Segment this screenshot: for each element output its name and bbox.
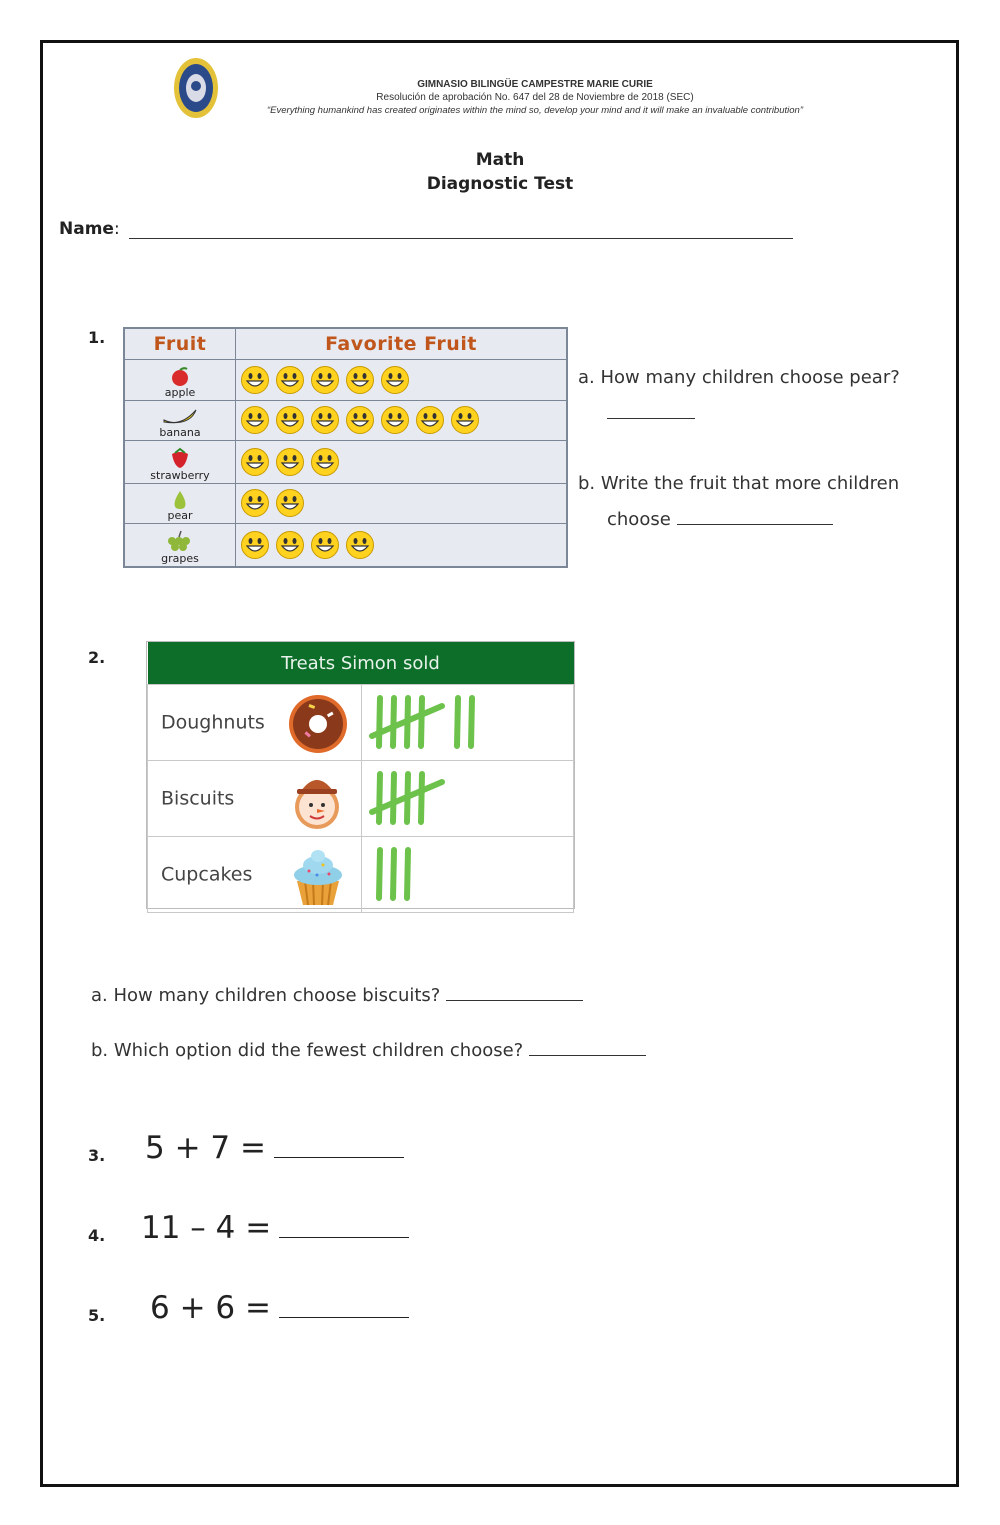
tally-mark (379, 774, 380, 822)
question-1-prompts (578, 360, 958, 538)
question-2a-answer-line[interactable] (446, 982, 583, 1001)
doughnut-icon (287, 693, 349, 755)
name-colon: : (113, 219, 120, 239)
question-2b-text: b. Which option did the fewest children choose? (91, 1040, 524, 1061)
treat-label-biscuits: Biscuits (161, 787, 235, 810)
smiley-row-apple (236, 360, 567, 401)
grapes-icon (163, 530, 197, 552)
question-1a-text: How many children choose pear? (600, 367, 900, 388)
smiley-row-strawberry (236, 441, 567, 484)
smiley-face-icon (240, 447, 270, 477)
fruit-label-grapes: grapes (161, 552, 199, 565)
question-1a-answer-line[interactable] (607, 400, 695, 419)
tally-mark (379, 698, 380, 746)
equation-5-expression: 6 + 6 = (150, 1290, 271, 1326)
question-2-prompts (91, 968, 646, 1078)
question-1b-text: Write the fruit that more children (600, 473, 900, 494)
smiley-face-icon (275, 530, 305, 560)
equation-5-answer-line[interactable] (279, 1293, 409, 1318)
equation-4-answer-line[interactable] (279, 1213, 409, 1238)
question-5-number: 5. (88, 1306, 106, 1325)
smiley-face-icon (345, 365, 375, 395)
treat-label-doughnuts: Doughnuts (161, 711, 265, 734)
tally-mark (393, 850, 394, 898)
fruit-cell-pear (125, 483, 236, 524)
smiley-face-icon (275, 405, 305, 435)
question-1a-letter: a. (578, 367, 595, 388)
tally-marks-doughnuts (362, 690, 542, 752)
smiley-row-pear (236, 483, 567, 524)
test-title: Diagnostic Test (426, 174, 574, 194)
smiley-face-icon (240, 365, 270, 395)
tally-cell-cupcakes (362, 837, 574, 913)
tally-mark (393, 774, 394, 822)
question-1b-letter: b. (578, 473, 596, 494)
tally-row-cupcakes (148, 837, 362, 913)
tally-cell-biscuits (362, 761, 574, 837)
smiley-face-icon (380, 405, 410, 435)
pictograph-header-favorite: Favorite Fruit (236, 329, 567, 360)
tally-mark (471, 698, 472, 746)
equation-3-expression: 5 + 7 = (145, 1130, 266, 1166)
school-name: GIMNASIO BILINGÜE CAMPESTRE MARIE CURIE (417, 79, 653, 90)
treat-label-cupcakes: Cupcakes (161, 863, 253, 886)
question-4-number: 4. (88, 1226, 106, 1245)
tally-mark (379, 850, 380, 898)
smiley-face-icon (310, 405, 340, 435)
equation-4 (141, 1210, 409, 1246)
equation-3-answer-line[interactable] (274, 1133, 404, 1158)
pictograph-header-fruit: Fruit (125, 329, 236, 360)
name-label: Name (59, 219, 114, 239)
question-1b-answer-line[interactable] (677, 506, 833, 525)
equation-5 (150, 1290, 409, 1326)
smiley-face-icon (415, 405, 445, 435)
equation-3 (145, 1130, 404, 1166)
smiley-face-icon (240, 530, 270, 560)
banana-icon (160, 406, 200, 426)
smiley-face-icon (275, 365, 305, 395)
fruit-cell-strawberry (125, 441, 236, 484)
fruit-cell-banana (125, 400, 236, 441)
name-input-line[interactable] (129, 220, 793, 239)
smiley-face-icon (240, 488, 270, 518)
question-1b-text-cont: choose (607, 509, 671, 530)
smiley-row-grapes (236, 524, 567, 567)
fruit-pictograph (123, 327, 568, 568)
treats-tally-table (146, 641, 575, 909)
smiley-face-icon (275, 447, 305, 477)
smiley-face-icon (450, 405, 480, 435)
smiley-face-icon (310, 365, 340, 395)
smiley-face-icon (310, 530, 340, 560)
fruit-label-banana: banana (159, 426, 201, 440)
apple-icon (167, 366, 193, 386)
smiley-row-banana (236, 400, 567, 441)
subject-title: Math (475, 150, 525, 170)
school-seal (173, 56, 219, 120)
tally-mark (421, 698, 422, 746)
equation-4-expression: 11 – 4 = (141, 1210, 272, 1246)
fruit-cell-apple (125, 360, 236, 401)
smiley-face-icon (345, 405, 375, 435)
fruit-label-pear: pear (167, 509, 193, 523)
school-resolution: Resolución de aprobación No. 647 del 28 de Noviembre de 2018 (SEC) (376, 92, 694, 103)
school-header (230, 78, 840, 117)
smiley-face-icon (310, 447, 340, 477)
smiley-face-icon (380, 365, 410, 395)
tally-table-title: Treats Simon sold (148, 642, 574, 685)
fruit-cell-grapes (125, 524, 236, 567)
question-2a-text: a. How many children choose biscuits? (91, 985, 441, 1006)
name-row (59, 219, 793, 239)
question-1-number: 1. (88, 328, 106, 347)
strawberry-icon (167, 447, 193, 469)
question-2-number: 2. (88, 648, 106, 667)
pear-icon (167, 489, 193, 509)
school-motto: “Everything humankind has created originates within the mind so, develop your mind and it will make an invaluable contribution” (267, 105, 803, 116)
tally-mark (407, 850, 408, 898)
question-3-number: 3. (88, 1146, 106, 1165)
smiley-face-icon (240, 405, 270, 435)
tally-mark (457, 698, 458, 746)
cupcake-icon (287, 845, 349, 907)
question-2b-answer-line[interactable] (529, 1037, 646, 1056)
smiley-face-icon (275, 488, 305, 518)
tally-row-doughnuts (148, 685, 362, 761)
tally-marks-biscuits (362, 766, 542, 828)
tally-mark (393, 698, 394, 746)
smiley-face-icon (345, 530, 375, 560)
test-title-block (350, 148, 650, 196)
tally-mark (421, 774, 422, 822)
biscuit-icon (287, 769, 349, 831)
tally-row-biscuits (148, 761, 362, 837)
tally-cell-doughnuts (362, 685, 574, 761)
fruit-label-apple: apple (164, 385, 196, 399)
fruit-label-strawberry: strawberry (150, 468, 210, 482)
tally-marks-cupcakes (362, 842, 542, 904)
